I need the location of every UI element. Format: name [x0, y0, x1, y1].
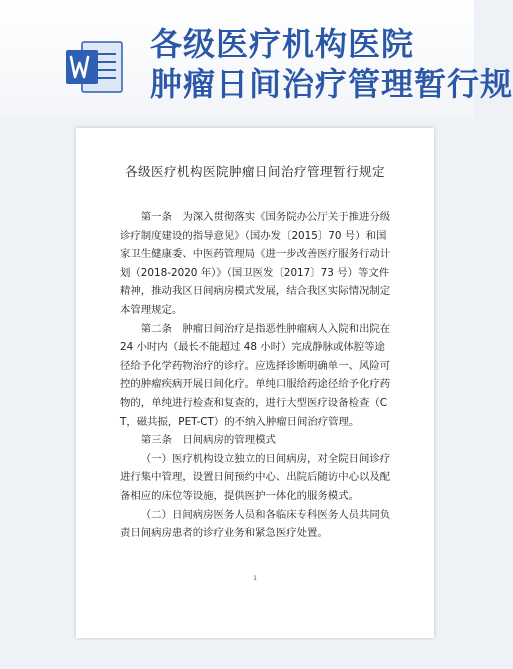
- word-document-icon: [64, 38, 124, 96]
- article-3-item-2: （二）日间病房医务人员和各临床专科医务人员共同负责日间病房患者的诊疗业务和紧急医疗处置。: [120, 508, 391, 540]
- banner-title-line-2: 肿瘤日间治疗管理暂行规: [150, 65, 513, 103]
- article-3-heading: 第三条 日间病房的管理模式: [140, 434, 276, 447]
- document-body: [120, 208, 392, 543]
- document-title: 各级医疗机构医院肿瘤日间治疗管理暂行规定: [124, 164, 385, 179]
- article-1-paragraph: 第一条 为深入贯彻落实《国务院办公厅关于推进分级诊疗制度建设的指导意见》（国办发〔2015〕70 号）和国家卫生健康委、中医药管理局《进一步改善医疗服务行动计划（2018-2020 年）》（国卫医发〔2017〕73 号）等文件精神，推动我区日间病房模式发展，结合我区实际情况制定本管理规定。: [120, 211, 391, 316]
- banner-title-line-1: 各级医疗机构医院: [150, 25, 415, 63]
- bottom-band: [0, 640, 474, 669]
- article-2-paragraph: 第二条 肿瘤日间治疗是指恶性肿瘤病人入院和出院在 24 小时内（最长不能超过 48 小时）完成静脉或体腔等途径给予化学药物治疗的诊疗。应选择诊断明确单一、风险可控的肿瘤疾病开展日间化疗。单纯口服给药途径给予化疗药物的，单纯进行检查和复查的，进行大型医疗设备检查（CT，磁共振，PET-CT）的不纳入肿瘤日间治疗管理。: [120, 322, 391, 428]
- page-number: 1: [253, 575, 257, 582]
- banner-title: [150, 24, 513, 104]
- document-page: [76, 128, 434, 638]
- banner: [0, 0, 513, 118]
- article-3-item-1: （一）医疗机构设立独立的日间病房，对全院日间诊疗进行集中管理，设置日间预约中心、出院后随访中心以及配备相应的床位等设施，提供医护一体化的服务模式。: [120, 452, 391, 502]
